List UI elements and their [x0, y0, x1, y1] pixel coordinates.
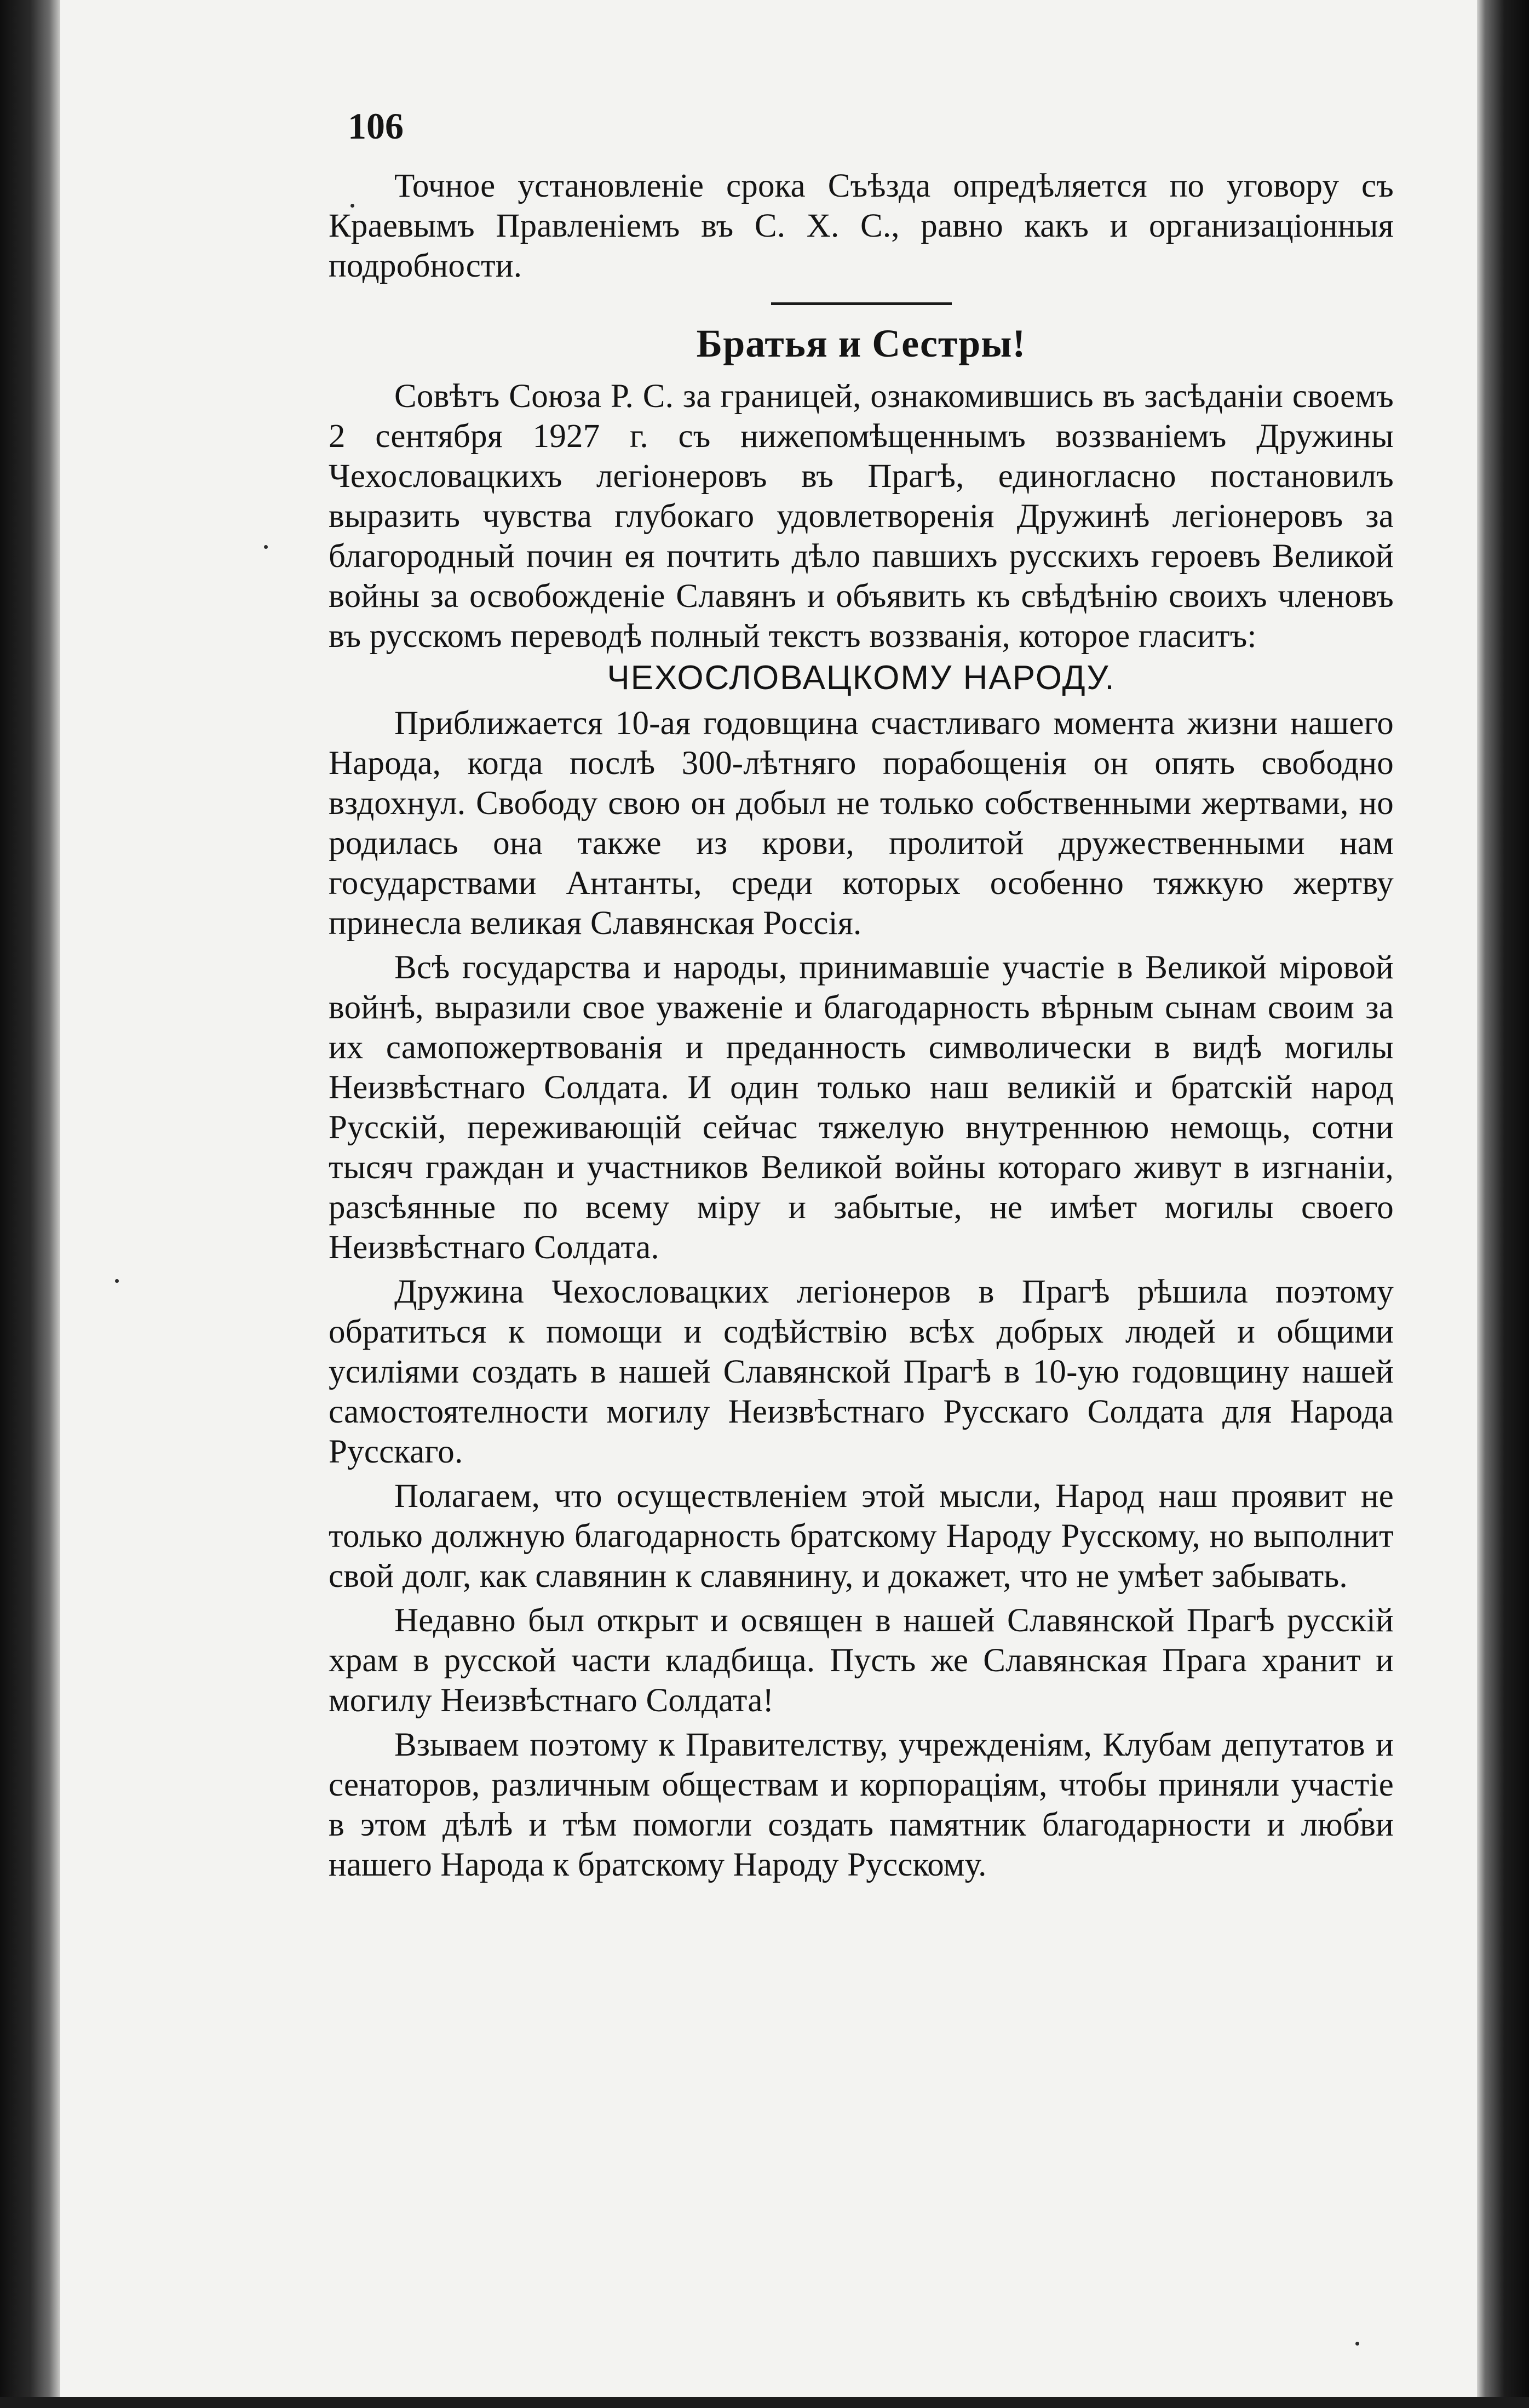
section-heading: Братья и Сестры!	[696, 322, 1026, 365]
page-content	[329, 107, 1394, 1885]
scan-border-bottom	[0, 2397, 1529, 2408]
scan-border-right	[1477, 0, 1529, 2408]
appeal-paragraph-6: Взываем поэтому к Правителству, учрежденіям, Клубам депутатов и сенаторов, различным обществам и корпораціям, чтобы приняли участіе в этом дѣлѣ и тѣм помогли создать памятник благодарности и любви нашего Народа к братскому Народу Русскому.	[329, 1727, 1394, 1883]
council-paragraph: Совѣтъ Союза Р. С. за границей, ознакомившись въ засѣданіи своемъ 2 сентября 1927 г. съ нижепомѣщеннымъ воззваніемъ Дружины Чехословацкихъ легіонеровъ въ Прагѣ, единогласно постановилъ выразить чувства глубокаго удовлетворенія Дружинѣ легіонеровъ за благородный почин ея почтить дѣло павшихъ русскихъ героевъ Великой войны за освобожденіе Славянъ и объявить къ свѣдѣнію своихъ членовъ въ русскомъ переводѣ полный текстъ воззванія, которое гласитъ:	[329, 378, 1394, 655]
scan-speck	[1355, 2342, 1359, 2346]
appeal-paragraph-4: Полагаем, что осуществленіем этой мысли, Народ наш проявит не только должную благодарность братскому Народу Русскому, но выполнит свой долг, как славянин к славянину, и докажет, что не умѣет забывать.	[329, 1478, 1394, 1595]
appeal-title: ЧЕХОСЛОВАЦКОМУ НАРОДУ.	[607, 659, 1116, 697]
page-number: 106	[348, 105, 404, 147]
scan-speck	[115, 1279, 119, 1283]
appeal-paragraph-5: Недавно был открыт и освящен в нашей Славянской Прагѣ русскій храм в русской части кладбища. Пусть же Славянская Прага хранит и могилу Неизвѣстнаго Солдата!	[329, 1602, 1394, 1719]
scan-speck	[264, 545, 268, 549]
appeal-paragraph-2: Всѣ государства и народы, принимавшіе участіе в Великой міровой войнѣ, выразили свое уваженіе и благодарность вѣрным сынам своим за их самопожертвованія и преданность символически в видѣ могилы Неизвѣстнаго Солдата. И один только наш великій и братскій народ Русскій, переживающій сейчас тяжелую внутреннюю немощь, сотни тысяч граждан и участников Великой войны котораго живут в изгнаніи, разсѣянные по всему міру и забытые, не имѣет могилы своего Неизвѣстнаго Солдата.	[329, 949, 1394, 1266]
intro-paragraph: Точное установленіе срока Съѣзда опредѣляется по уговору съ Краевымъ Правленіемъ въ С. Х. С., равно какъ и организаціонныя подробности.	[329, 168, 1394, 284]
scan-border-left	[0, 0, 60, 2408]
appeal-paragraph-1: Приближается 10-ая годовщина счастливаго момента жизни нашего Народа, когда послѣ 300-лѣтняго порабощенія он опять свободно вздохнул. Свободу свою он добыл не только собственными жертвами, но родилась она также из крови, пролитой дружественными нам государствами Антанты, среди которых особенно тяжкую жертву принесла великая Славянская Россія.	[329, 705, 1394, 942]
section-divider	[771, 302, 952, 305]
appeal-paragraph-3: Дружина Чехословацких легіонеров в Прагѣ рѣшила поэтому обратиться к помощи и содѣйствію всѣх добрых людей и общими усиліями создать в нашей Славянской Прагѣ в 10-ую годовщину нашей самостоятелности могилу Неизвѣстнаго Русскаго Солдата для Народа Русскаго.	[329, 1274, 1394, 1470]
